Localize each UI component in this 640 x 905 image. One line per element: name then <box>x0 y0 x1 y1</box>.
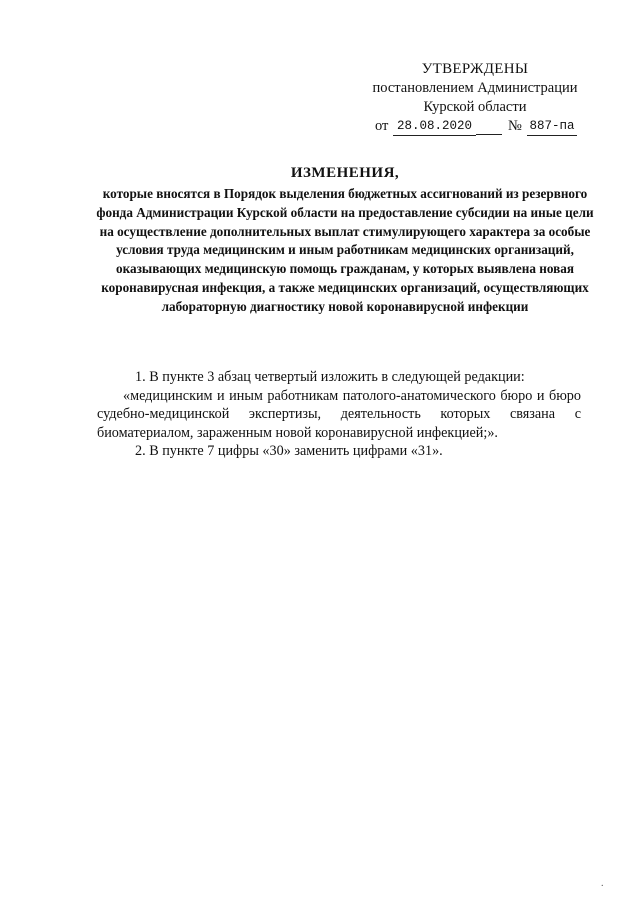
heading-subtitle: которые вносятся в Порядок выделения бюджетных ассигнований из резервного фонда Администрации Курской области на предоставление субсидии на иные цели на осуществление дополнительных выплат стимулирующего характера за особые условия труда медицинским и иным работникам медицинских организаций, оказывающих медицинскую помощь гражданам, у которых выявлена новая коронавирусная инфекция, а также медицинских организаций, осуществляющих лабораторную диагностику новой коронавирусной инфекции <box>96 186 594 314</box>
page-corner-mark: . <box>601 878 604 889</box>
approval-stamp <box>360 60 590 137</box>
body-item-2: 2. В пункте 7 цифры «30» заменить цифрами «31». <box>135 443 443 460</box>
approval-line-1: постановлением Администрации <box>372 80 578 96</box>
approval-number: 887-па <box>527 118 577 136</box>
approval-date: 28.08.2020 <box>393 118 476 136</box>
document-heading <box>95 163 595 317</box>
approval-date-line <box>360 117 590 137</box>
body-quote: «медицинским и иным работникам патолого-анатомического бюро и бюро судебно-медицинской экспертизы, деятельность которых связана с биоматериалом, зараженным новой коронавирусной инфекцией;». <box>97 387 581 441</box>
approval-from-label: от <box>375 118 389 134</box>
approval-number-sign: № <box>508 118 522 134</box>
approval-title: УТВЕРЖДЕНЫ <box>421 61 529 77</box>
approval-line-2: Курской области <box>423 99 527 115</box>
document-body <box>97 368 581 461</box>
approval-date-underline <box>476 134 502 135</box>
body-item-1: 1. В пункте 3 абзац четвертый изложить в следующей редакции: <box>135 369 525 385</box>
heading-title: ИЗМЕНЕНИЯ, <box>290 165 400 181</box>
